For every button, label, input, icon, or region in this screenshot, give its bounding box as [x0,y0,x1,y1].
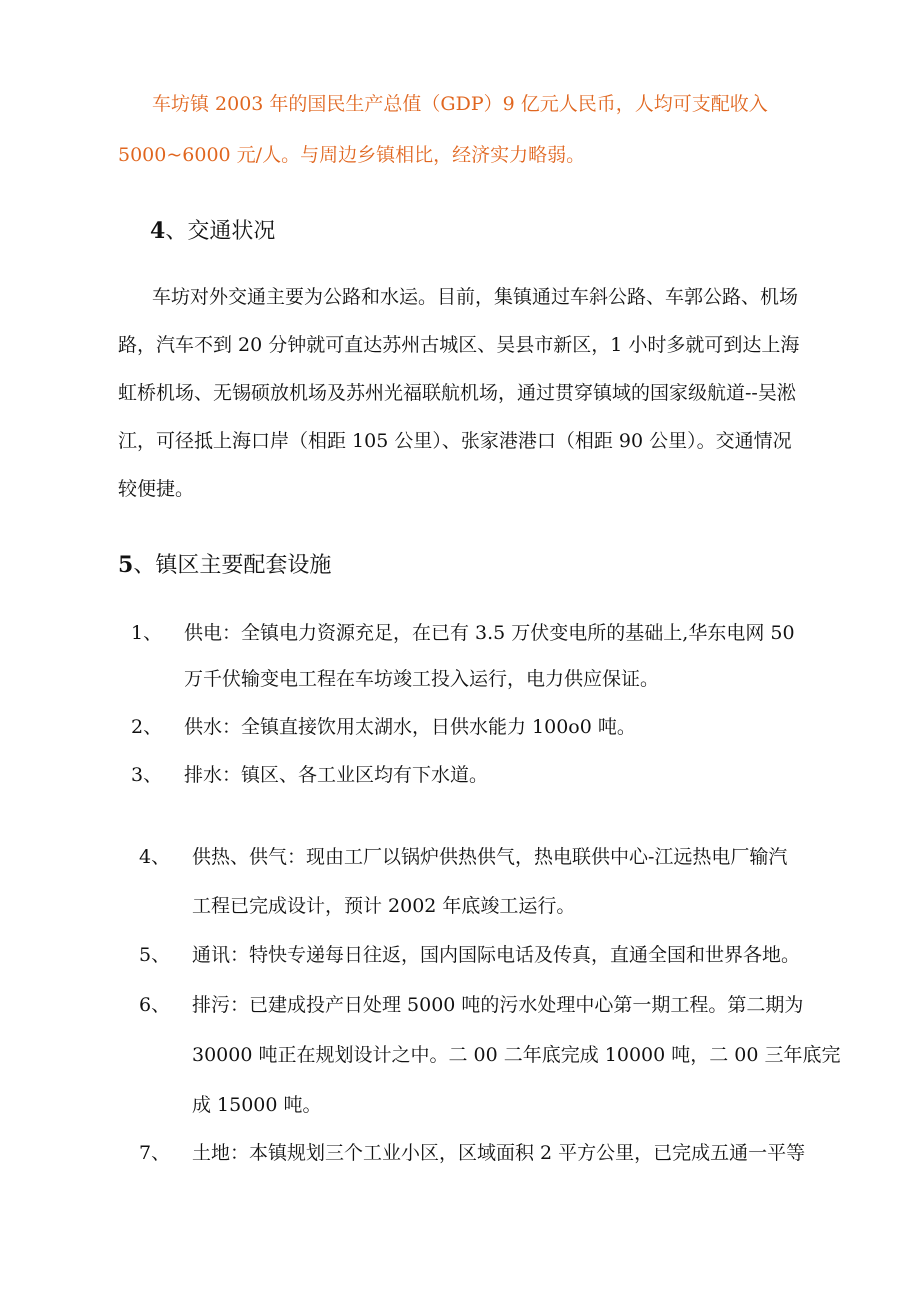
list-item-marker: 2、 [131,716,163,738]
list-item-marker: 7、 [139,1142,171,1164]
section-4-para-line: 较便捷。 [118,478,195,500]
list-item-marker: 5、 [139,944,171,966]
list-item-line: 土地：本镇规划三个工业小区，区域面积 2 平方公里，已完成五通一平等 [192,1142,806,1164]
section-4-title: 、交通状况 [165,219,276,244]
list-item-line: 供热、供气：现由工厂以锅炉供热供气，热电联供中心-江远热电厂输汽 [192,846,788,868]
section-4-number: 4 [150,218,166,244]
list-item-marker: 1、 [131,622,163,644]
list-item-marker: 6、 [139,994,171,1016]
list-item-line: 30000 吨正在规划设计之中。二 00 二年底完成 10000 吨，二 00 三年底完 [192,1044,841,1066]
intro-line-2: 5000~6000 元/人。与周边乡镇相比，经济实力略弱。 [118,144,586,166]
section-4-para-line: 车坊对外交通主要为公路和水运。目前，集镇通过车斜公路、车郭公路、机场 [152,286,799,308]
section-5-title: 、镇区主要配套设施 [133,553,332,578]
section-5-heading [118,553,331,578]
section-4-heading [150,219,275,244]
list-item-marker: 4、 [139,846,171,868]
section-4-para-line: 路，汽车不到 20 分钟就可直达苏州古城区、吴县市新区，1 小时多就可到达上海 [118,334,800,356]
list-item-line: 成 15000 吨。 [192,1094,322,1116]
list-item-line: 供电：全镇电力资源充足，在已有 3.5 万伏变电所的基础上,华东电网 50 [184,622,795,644]
section-4-para-line: 江，可径抵上海口岸（相距 105 公里）、张家港港口（相距 90 公里）。交通情况 [118,430,792,452]
section-4-para-line: 虹桥机场、无锡硕放机场及苏州光福联航机场，通过贯穿镇域的国家级航道--吴淞 [118,382,796,404]
section-5-number: 5 [118,552,134,578]
list-item-line: 排水：镇区、各工业区均有下水道。 [184,764,489,786]
list-item-line: 排污：已建成投产日处理 5000 吨的污水处理中心第一期工程。第二期为 [192,994,804,1016]
list-item-line: 工程已完成设计，预计 2002 年底竣工运行。 [192,895,576,917]
list-item-marker: 3、 [131,764,163,786]
list-item-line: 通讯：特快专递每日往返，国内国际电话及传真，直通全国和世界各地。 [192,944,801,966]
intro-line-1: 车坊镇 2003 年的国民生产总值（GDP）9 亿元人民币，人均可支配收入 [152,93,768,115]
list-item-line: 供水：全镇直接饮用太湖水，日供水能力 100o0 吨。 [184,716,636,738]
list-item-line: 万千伏输变电工程在车坊竣工投入运行，电力供应保证。 [184,668,660,690]
